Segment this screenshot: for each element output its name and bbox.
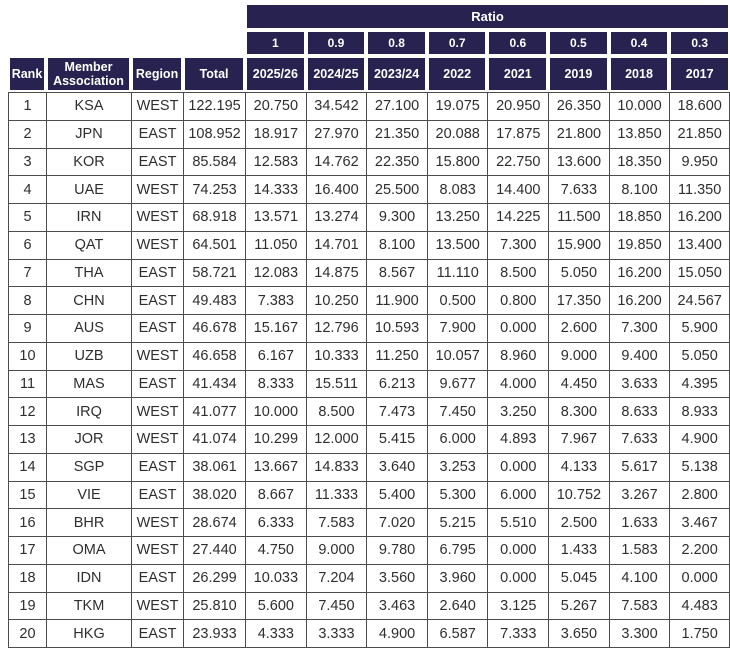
ratio-value-cell: 11.900 [366,286,427,314]
region-cell: WEST [131,425,183,453]
total-cell: 64.501 [183,231,245,259]
ratio-value-cell: 10.033 [245,564,306,592]
region-cell: WEST [131,203,183,231]
ratio-value-cell: 1.633 [609,508,670,536]
ratio-value-cell: 7.020 [366,508,427,536]
total-cell: 25.810 [183,592,245,620]
ratio-value-cell: 27.970 [306,120,367,148]
ratio-value-cell: 2.500 [548,508,609,536]
total-cell: 74.253 [183,175,245,203]
association-cell: IRQ [46,397,131,425]
table-row [8,536,730,564]
column-header: Total [183,56,245,92]
rank-cell: 20 [8,619,46,648]
ratio-header-row [8,3,730,30]
ratio-value-cell: 15.900 [548,231,609,259]
column-header: 2024/25 [306,56,367,92]
ratio-value-cell: 14.762 [306,148,367,176]
ratio-value-cell: 4.483 [669,592,730,620]
ratio-value-cell: 6.213 [366,370,427,398]
rank-cell: 17 [8,536,46,564]
ratio-value-cell: 12.796 [306,314,367,342]
association-cell: SGP [46,453,131,481]
association-cell: UZB [46,342,131,370]
header-spacer [8,3,245,30]
ratio-value-cell: 3.650 [548,619,609,648]
rank-cell: 5 [8,203,46,231]
association-cell: HKG [46,619,131,648]
column-header: 2018 [609,56,670,92]
ratio-value-cell: 17.875 [487,120,548,148]
ratio-value-cell: 16.400 [306,175,367,203]
table-row [8,342,730,370]
total-cell: 28.674 [183,508,245,536]
ratio-value-cell: 0.000 [669,564,730,592]
ratio-value-cell: 3.125 [487,592,548,620]
table-row [8,120,730,148]
ratio-value-cell: 9.780 [366,536,427,564]
ratio-value-cell: 4.333 [245,619,306,648]
ratio-value-cell: 4.450 [548,370,609,398]
ratio-value-cell: 15.050 [669,259,730,287]
association-cell: IRN [46,203,131,231]
ratio-value-cell: 14.333 [245,175,306,203]
ratio-value-header: 0.3 [669,30,730,56]
ratio-value-cell: 3.267 [609,481,670,509]
ratio-value-cell: 14.225 [487,203,548,231]
ratio-value-cell: 7.333 [487,619,548,648]
region-cell: EAST [131,564,183,592]
ratio-value-cell: 21.850 [669,120,730,148]
total-cell: 27.440 [183,536,245,564]
ratio-value-cell: 12.583 [245,148,306,176]
ratio-value-cell: 3.633 [609,370,670,398]
ratio-value-cell: 15.800 [427,148,488,176]
association-cell: AUS [46,314,131,342]
ratio-value-cell: 27.100 [366,92,427,120]
ratio-value-cell: 8.933 [669,397,730,425]
ratio-value-cell: 2.640 [427,592,488,620]
ratio-value-cell: 6.587 [427,619,488,648]
region-cell: EAST [131,120,183,148]
ratio-value-cell: 2.800 [669,481,730,509]
rank-cell: 19 [8,592,46,620]
ratio-value-cell: 15.167 [245,314,306,342]
ratio-value-cell: 1.583 [609,536,670,564]
ratio-value-cell: 7.583 [306,508,367,536]
ratio-value-cell: 9.400 [609,342,670,370]
ratio-value-cell: 4.750 [245,536,306,564]
table-row [8,231,730,259]
ratio-value-cell: 10.299 [245,425,306,453]
ratio-value-cell: 11.110 [427,259,488,287]
total-cell: 108.952 [183,120,245,148]
association-cell: JPN [46,120,131,148]
rank-cell: 16 [8,508,46,536]
ratio-value-cell: 9.000 [306,536,367,564]
rank-cell: 12 [8,397,46,425]
ratio-value-cell: 3.253 [427,453,488,481]
region-cell: WEST [131,397,183,425]
table-row [8,481,730,509]
total-cell: 26.299 [183,564,245,592]
ratio-value-cell: 20.950 [487,92,548,120]
ratio-value-cell: 26.350 [548,92,609,120]
region-cell: WEST [131,175,183,203]
total-cell: 49.483 [183,286,245,314]
ratio-value-cell: 12.000 [306,425,367,453]
table-row [8,175,730,203]
ratio-value-cell: 10.000 [609,92,670,120]
ratio-value-cell: 7.583 [609,592,670,620]
ratio-value-cell: 18.917 [245,120,306,148]
ratio-value-cell: 18.600 [669,92,730,120]
total-cell: 23.933 [183,619,245,648]
ratio-value-cell: 13.667 [245,453,306,481]
region-cell: WEST [131,342,183,370]
total-cell: 38.020 [183,481,245,509]
ratio-value-cell: 19.850 [609,231,670,259]
total-cell: 41.077 [183,397,245,425]
rank-cell: 8 [8,286,46,314]
table-row [8,508,730,536]
ratio-value-cell: 22.750 [487,148,548,176]
table-row [8,564,730,592]
ratio-value-header: 1 [245,30,306,56]
ratio-value-cell: 9.950 [669,148,730,176]
ratio-value-cell: 13.600 [548,148,609,176]
ratio-value-cell: 20.750 [245,92,306,120]
ratio-value-cell: 21.350 [366,120,427,148]
ratio-value-cell: 16.200 [609,259,670,287]
total-cell: 41.434 [183,370,245,398]
ratio-value-cell: 9.000 [548,342,609,370]
ratio-value-cell: 17.350 [548,286,609,314]
association-cell: IDN [46,564,131,592]
ratio-value-cell: 13.571 [245,203,306,231]
ratio-value-cell: 11.050 [245,231,306,259]
rank-cell: 1 [8,92,46,120]
total-cell: 38.061 [183,453,245,481]
table-row [8,314,730,342]
ratio-value-cell: 8.667 [245,481,306,509]
rank-cell: 9 [8,314,46,342]
ratio-value-cell: 5.215 [427,508,488,536]
rank-cell: 6 [8,231,46,259]
ratio-value-cell: 11.250 [366,342,427,370]
ratio-value-cell: 9.677 [427,370,488,398]
ratio-value-cell: 11.500 [548,203,609,231]
ratio-value-cell: 10.000 [245,397,306,425]
ratio-value-cell: 10.250 [306,286,367,314]
ratio-value-cell: 1.433 [548,536,609,564]
table-row [8,259,730,287]
ratio-value-cell: 5.900 [669,314,730,342]
ratio-value-cell: 7.383 [245,286,306,314]
region-cell: EAST [131,370,183,398]
ratio-value-cell: 7.450 [427,397,488,425]
ratio-value-cell: 5.050 [669,342,730,370]
ratio-value-cell: 3.300 [609,619,670,648]
total-cell: 58.721 [183,259,245,287]
ratio-value-cell: 14.400 [487,175,548,203]
ratio-value-cell: 5.617 [609,453,670,481]
rank-cell: 4 [8,175,46,203]
rank-cell: 15 [8,481,46,509]
ratio-value-cell: 0.000 [487,564,548,592]
ratio-value-header: 0.7 [427,30,488,56]
ratio-value-cell: 3.250 [487,397,548,425]
region-cell: EAST [131,148,183,176]
region-cell: EAST [131,259,183,287]
ratio-value-cell: 10.057 [427,342,488,370]
ratio-value-cell: 7.473 [366,397,427,425]
ratio-value-cell: 18.850 [609,203,670,231]
association-cell: JOR [46,425,131,453]
ratio-value-cell: 25.500 [366,175,427,203]
ratio-value-cell: 8.567 [366,259,427,287]
ratio-value-cell: 13.250 [427,203,488,231]
table-body [8,92,730,648]
ratio-value-cell: 11.333 [306,481,367,509]
ratio-value-cell: 8.633 [609,397,670,425]
column-header: 2021 [487,56,548,92]
ratio-value-cell: 19.075 [427,92,488,120]
column-header: Member Association [46,56,131,92]
table-row [8,592,730,620]
region-cell: WEST [131,592,183,620]
ratio-value-cell: 7.633 [548,175,609,203]
ratio-value-cell: 4.900 [669,425,730,453]
ratio-value-cell: 3.467 [669,508,730,536]
ratio-value-header: 0.6 [487,30,548,56]
association-cell: VIE [46,481,131,509]
rank-cell: 18 [8,564,46,592]
ratio-value-cell: 8.100 [609,175,670,203]
ratio-value-cell: 10.333 [306,342,367,370]
region-cell: WEST [131,231,183,259]
rank-cell: 2 [8,120,46,148]
ratio-value-cell: 11.350 [669,175,730,203]
ratio-value-cell: 8.083 [427,175,488,203]
table-row [8,453,730,481]
ratio-value-cell: 7.967 [548,425,609,453]
ratio-value-header: 0.8 [366,30,427,56]
ratio-value-cell: 2.600 [548,314,609,342]
ratio-value-cell: 3.333 [306,619,367,648]
ratio-value-cell: 16.200 [609,286,670,314]
ratio-value-cell: 8.500 [306,397,367,425]
ratio-value-cell: 5.400 [366,481,427,509]
column-header: Region [131,56,183,92]
ratio-value-cell: 12.083 [245,259,306,287]
rank-cell: 14 [8,453,46,481]
ratio-value-cell: 13.500 [427,231,488,259]
ratio-value-cell: 3.560 [366,564,427,592]
ratio-value-cell: 5.600 [245,592,306,620]
ratio-value-cell: 14.701 [306,231,367,259]
ratio-value-cell: 8.500 [487,259,548,287]
association-cell: KSA [46,92,131,120]
association-cell: THA [46,259,131,287]
ratio-value-cell: 4.395 [669,370,730,398]
column-headers-row [8,56,730,92]
ratio-value-cell: 5.510 [487,508,548,536]
table-row [8,397,730,425]
table-row [8,286,730,314]
association-cell: KOR [46,148,131,176]
ratio-value-cell: 4.893 [487,425,548,453]
ratio-value-cell: 3.640 [366,453,427,481]
total-cell: 122.195 [183,92,245,120]
association-cell: UAE [46,175,131,203]
ratio-value-cell: 4.900 [366,619,427,648]
association-cell: MAS [46,370,131,398]
region-cell: EAST [131,314,183,342]
ratio-value-cell: 2.200 [669,536,730,564]
rank-cell: 10 [8,342,46,370]
total-cell: 46.658 [183,342,245,370]
ratio-value-cell: 5.045 [548,564,609,592]
ratio-value-cell: 6.167 [245,342,306,370]
ratio-value-cell: 24.567 [669,286,730,314]
ranking-table [8,3,730,648]
ratio-value-cell: 1.750 [669,619,730,648]
region-cell: WEST [131,508,183,536]
ratio-value-cell: 0.000 [487,453,548,481]
region-cell: EAST [131,481,183,509]
ratio-value-cell: 6.333 [245,508,306,536]
header-spacer [8,30,245,56]
region-cell: EAST [131,286,183,314]
ratio-value-cell: 7.300 [487,231,548,259]
table-row [8,425,730,453]
ratio-value-cell: 7.633 [609,425,670,453]
column-header: 2017 [669,56,730,92]
association-cell: CHN [46,286,131,314]
total-cell: 68.918 [183,203,245,231]
ratio-value-cell: 34.542 [306,92,367,120]
ratio-value-cell: 5.138 [669,453,730,481]
ratio-value-cell: 8.333 [245,370,306,398]
association-cell: TKM [46,592,131,620]
table-row [8,203,730,231]
ratio-value-cell: 5.267 [548,592,609,620]
ratio-value-cell: 14.833 [306,453,367,481]
ratio-value-cell: 8.300 [548,397,609,425]
total-cell: 46.678 [183,314,245,342]
ratio-value-cell: 4.100 [609,564,670,592]
rank-cell: 7 [8,259,46,287]
ratio-value-cell: 10.593 [366,314,427,342]
ratio-value-cell: 5.050 [548,259,609,287]
ratio-value-header: 0.9 [306,30,367,56]
ratio-value-cell: 0.000 [487,314,548,342]
region-cell: EAST [131,453,183,481]
rank-cell: 13 [8,425,46,453]
column-header: 2022 [427,56,488,92]
ratio-value-cell: 8.100 [366,231,427,259]
ratio-value-cell: 10.752 [548,481,609,509]
total-cell: 41.074 [183,425,245,453]
ratio-value-cell: 14.875 [306,259,367,287]
region-cell: WEST [131,92,183,120]
ratio-value-cell: 7.300 [609,314,670,342]
column-header: 2019 [548,56,609,92]
ratio-value-cell: 4.133 [548,453,609,481]
column-header: 2025/26 [245,56,306,92]
total-cell: 85.584 [183,148,245,176]
ratio-value-header: 0.4 [609,30,670,56]
rank-cell: 3 [8,148,46,176]
ratio-value-cell: 7.900 [427,314,488,342]
association-cell: OMA [46,536,131,564]
ratio-value-cell: 0.500 [427,286,488,314]
ratio-value-cell: 16.200 [669,203,730,231]
ratio-value-cell: 13.274 [306,203,367,231]
region-cell: WEST [131,536,183,564]
ratio-value-cell: 5.300 [427,481,488,509]
ratio-group-header: Ratio [245,3,730,30]
ratio-value-cell: 5.415 [366,425,427,453]
ratio-value-header: 0.5 [548,30,609,56]
association-cell: BHR [46,508,131,536]
ratio-value-cell: 0.000 [487,536,548,564]
ratio-value-cell: 7.204 [306,564,367,592]
ratio-value-cell: 8.960 [487,342,548,370]
ratio-value-cell: 9.300 [366,203,427,231]
table-row [8,92,730,120]
ratio-value-cell: 22.350 [366,148,427,176]
table-row [8,148,730,176]
rank-cell: 11 [8,370,46,398]
table-row [8,370,730,398]
column-header: Rank [8,56,46,92]
ratio-values-row [8,30,730,56]
ratio-value-cell: 18.350 [609,148,670,176]
association-cell: QAT [46,231,131,259]
ratio-value-cell: 6.795 [427,536,488,564]
ratio-value-cell: 3.463 [366,592,427,620]
ratio-value-cell: 13.850 [609,120,670,148]
ratio-value-cell: 7.450 [306,592,367,620]
region-cell: EAST [131,619,183,648]
ratio-value-cell: 6.000 [427,425,488,453]
ratio-value-cell: 13.400 [669,231,730,259]
ratio-value-cell: 15.511 [306,370,367,398]
ratio-value-cell: 0.800 [487,286,548,314]
ratio-value-cell: 4.000 [487,370,548,398]
ratio-value-cell: 3.960 [427,564,488,592]
column-header: 2023/24 [366,56,427,92]
ratio-value-cell: 21.800 [548,120,609,148]
ratio-value-cell: 6.000 [487,481,548,509]
ratio-value-cell: 20.088 [427,120,488,148]
table-row [8,619,730,648]
